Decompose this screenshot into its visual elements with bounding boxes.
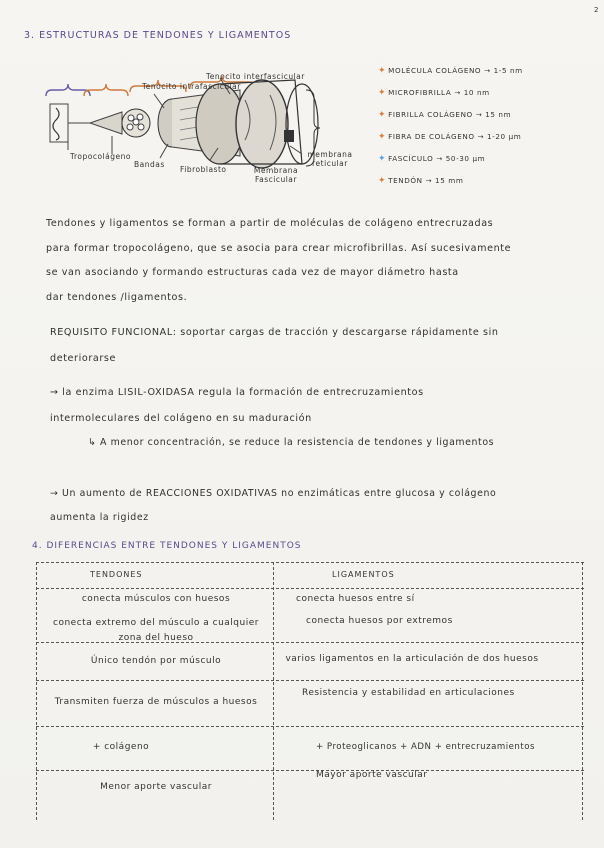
label-membrana-fascicular: Membrana Fascicular bbox=[253, 166, 299, 184]
star-icon: ✦ bbox=[378, 88, 387, 98]
table-header-tendones: TENDONES bbox=[90, 570, 143, 579]
legend-row-tendon bbox=[378, 170, 523, 192]
table-cell-tendones: Único tendón por músculo bbox=[90, 656, 222, 666]
legend-row-microfibrilla bbox=[378, 82, 523, 104]
table-cell-tendones: + colágeno bbox=[92, 742, 150, 752]
section4-title: 4. DIFERENCIAS ENTRE TENDONES Y LIGAMENTOS bbox=[32, 541, 302, 551]
legend-text: FIBRA DE COLÁGENO → 1-20 μm bbox=[388, 132, 522, 141]
legend-text: MOLÉCULA COLÁGENO → 1-5 nm bbox=[388, 66, 523, 75]
tendon-structure-diagram bbox=[40, 60, 370, 200]
requisito-line: deteriorarse bbox=[50, 353, 117, 364]
label-tenocito-intra-text: Tenocito intrafascicular bbox=[142, 82, 241, 91]
table-cell-tendones: Menor aporte vascular bbox=[100, 782, 212, 792]
bullet-line: → Un aumento de REACCIONES OXIDATIVAS no enzimáticas entre glucosa y colágeno bbox=[50, 488, 497, 499]
table-cell-tendones: Transmiten fuerza de músculos a huesos bbox=[54, 697, 258, 707]
paragraph-formation bbox=[46, 212, 511, 310]
table-cell-ligamentos: conecta huesos por extremos bbox=[306, 616, 453, 626]
legend-row-fibrilla bbox=[378, 104, 523, 126]
paragraph-line: dar tendones /ligamentos. bbox=[46, 291, 188, 303]
label-tenocito-inter bbox=[206, 72, 305, 81]
table-border-left bbox=[36, 562, 37, 820]
table-cell-ligamentos: + Proteoglicanos + ADN + entrecruzamientos bbox=[316, 742, 535, 752]
comparison-table bbox=[36, 560, 584, 822]
label-tropocolageno: Tropocolágeno bbox=[70, 152, 131, 161]
table-cell-tendones: conecta extremo del músculo a cualquier zona del hueso bbox=[53, 618, 259, 643]
legend-row-molecula bbox=[378, 60, 523, 82]
legend-row-fasciculo bbox=[378, 148, 523, 170]
legend-text: FIBRILLA COLÁGENO → 15 nm bbox=[388, 110, 512, 119]
table-header-divider bbox=[36, 588, 584, 589]
star-icon: ✦ bbox=[378, 132, 387, 142]
legend-text: TENDÓN → 15 mm bbox=[388, 176, 464, 185]
legend-text: FASCÍCULO → 50-30 μm bbox=[388, 154, 486, 163]
size-legend bbox=[378, 60, 523, 192]
table-cell-ligamentos: conecta huesos entre sí bbox=[296, 594, 415, 604]
diagram-svg bbox=[40, 60, 370, 200]
bullet-line: aumenta la rigidez bbox=[50, 512, 149, 523]
star-icon: ✦ bbox=[378, 66, 387, 76]
star-icon: ✦ bbox=[378, 176, 387, 186]
requisito-funcional bbox=[50, 320, 499, 372]
table-border-top bbox=[36, 562, 584, 563]
table-cell-ligamentos: Mayor aporte vascular bbox=[316, 770, 428, 780]
page-number: 2 bbox=[594, 6, 599, 14]
table-row-divider bbox=[36, 726, 584, 727]
table-header-ligamentos: LIGAMENTOS bbox=[332, 570, 395, 579]
section3-title: 3. ESTRUCTURAS DE TENDONES Y LIGAMENTOS bbox=[24, 30, 292, 41]
paragraph-line: se van asociando y formando estructuras cada vez de mayor diámetro hasta bbox=[46, 267, 459, 278]
table-column-divider bbox=[273, 562, 274, 820]
label-tenocito-inter-text: Tenocito interfascicular bbox=[206, 72, 305, 81]
table-row-divider bbox=[36, 680, 584, 681]
star-icon: ✦ bbox=[378, 154, 387, 164]
table-cell-ligamentos: varios ligamentos en la articulación de dos huesos bbox=[285, 654, 539, 664]
table-cell-tendones: conecta músculos con huesos bbox=[81, 594, 231, 604]
legend-text: MICROFIBRILLA → 10 nm bbox=[388, 88, 490, 97]
sub-bullet-concentracion: ↳ A menor concentración, se reduce la resistencia de tendones y ligamentos bbox=[88, 437, 495, 448]
star-icon: ✦ bbox=[378, 110, 387, 120]
label-bandas: Bandas bbox=[134, 160, 165, 169]
paragraph-line: Tendones y ligamentos se forman a partir de moléculas de colágeno entrecruzadas bbox=[46, 218, 494, 229]
bullet-lisil-oxidasa bbox=[50, 380, 424, 432]
requisito-line: REQUISITO FUNCIONAL: soportar cargas de tracción y descargarse rápidamente sin bbox=[50, 327, 499, 338]
bullet-reacciones-oxidativas bbox=[50, 482, 496, 530]
label-fibroblasto: Fibroblasto bbox=[180, 165, 227, 174]
label-membrana-reticular: membrana reticular bbox=[307, 150, 353, 168]
table-cell-ligamentos: Resistencia y estabilidad en articulaciones bbox=[302, 688, 515, 698]
bullet-line: → la enzima LISIL-OXIDASA regula la formación de entrecruzamientos bbox=[50, 387, 424, 398]
bullet-line: intermoleculares del colágeno en su maduración bbox=[50, 413, 312, 424]
paragraph-line: para formar tropocolágeno, que se asocia para crear microfibrillas. Así sucesivamente bbox=[46, 242, 512, 254]
legend-row-fibra bbox=[378, 126, 523, 148]
label-tenocito-intra bbox=[142, 82, 241, 91]
